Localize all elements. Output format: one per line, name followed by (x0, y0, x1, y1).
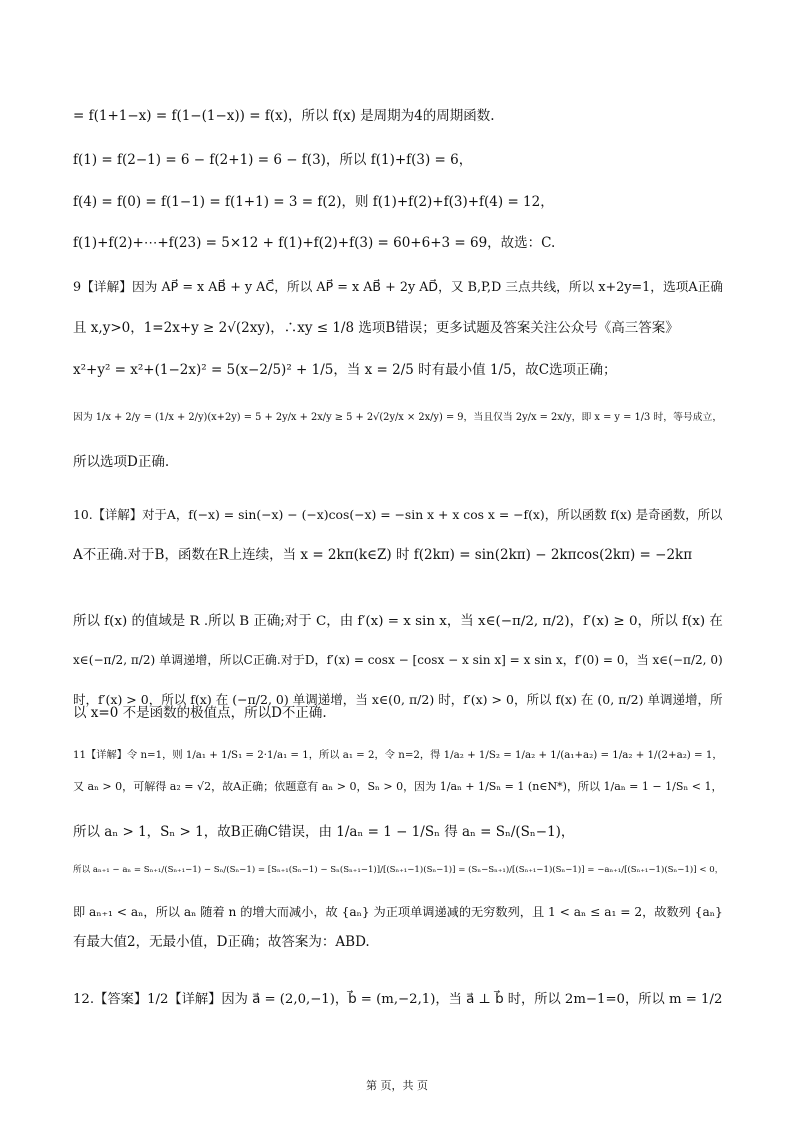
text-line: x²+y² = x²+(1−2x)² = 5(x−2/5)² + 1/5，当 x = 2/5 时有最小值 1/5，故C选项正确； (73, 362, 617, 378)
text-line: 因为 1/x + 2/y = (1/x + 2/y)(x+2y) = 5 + 2y/x + 2x/y ≥ 5 + 2√(2y/x × 2x/y) = 9，当且仅当 2y/x = 2x/y，即 x = y = 1/3 时，等号成立， (73, 412, 723, 423)
text-line: 所以 f(x) 的值域是 R .所以 B 正确;对于 C，由 f′(x) = x sin x，当 x∈(−π/2, π/2)，f′(x) ≥ 0，所以 f(x) 在 (73, 614, 723, 629)
text-line: 所以 aₙ₊₁ − aₙ = Sₙ₊₁/(Sₙ₊₁−1) − Sₙ/(Sₙ−1) = [Sₙ₊₁(Sₙ−1) − Sₙ(Sₙ₊₁−1)]/[(Sₙ₊₁−1)(Sₙ−1)] = (Sₙ−Sₙ₊₁)/[(Sₙ₊₁−1)(Sₙ−1)] = −aₙ₊₁/[(Sₙ₊₁−1)(Sₙ−1)] < 0， (73, 865, 723, 875)
text-line: 10.【详解】对于A，f(−x) = sin(−x) − (−x)cos(−x) = −sin x + x cos x = −f(x)，所以函数 f(x) 是奇函数，所以 (73, 507, 723, 522)
page-footer: 第 页，共 页 (366, 1079, 428, 1092)
text-line: 11【详解】令 n=1，则 1/a₁ + 1/S₁ = 2·1/a₁ = 1，所以 a₁ = 2，令 n=2，得 1/a₂ + 1/S₂ = 1/a₂ + 1/(a₁+a₂) = 1/a₂ + 1/(2+a₂) = 1， (73, 749, 723, 761)
text-line: A不正确.对于B，函数在R上连续，当 x = 2kπ(k∈Z) 时 f(2kπ) = sin(2kπ) − 2kπcos(2kπ) = −2kπ (73, 547, 693, 563)
text-line: 有最大值2，无最小值，D正确；故答案为：ABD. (73, 934, 370, 950)
text-line: x∈(−π/2, π/2) 单调递增，所以C正确.对于D，f′(x) = cosx − [cosx − x sin x] = x sin x，f′(0) = 0，当 x∈(−π/2, 0) (73, 653, 723, 667)
text-line: f(4) = f(0) = f(1−1) = f(1+1) = 3 = f(2)，则 f(1)+f(2)+f(3)+f(4) = 12， (73, 194, 554, 210)
text-line: f(1) = f(2−1) = 6 − f(2+1) = 6 − f(3)，所以 f(1)+f(3) = 6， (73, 152, 473, 168)
text-line: 以 x=0 不是函数的极值点，所以D不正确. (73, 705, 327, 721)
text-line: 9【详解】因为 AP⃗ = x AB⃗ + y AC⃗，所以 AP⃗ = x AB⃗ + 2y AD⃗，又 B,P,D 三点共线，所以 x+2y=1，选项A正确 (73, 279, 723, 294)
text-line: 所以选项D正确. (73, 454, 170, 470)
text-line: 时，f′(x) > 0，所以 f(x) 在 (−π/2, 0) 单调递增，当 x∈(0, π/2) 时，f′(x) > 0，所以 f(x) 在 (0, π/2) 单调递增，所 (73, 692, 723, 707)
text-line: 且 x,y>0，1=2x+y ≥ 2√(2xy)，∴xy ≤ 1/8 选项B错误；更多试题及答案关注公众号《高三答案》 (73, 320, 679, 336)
text-line: 12.【答案】1/2【详解】因为 a⃗ = (2,0,−1)，b⃗ = (m,−2,1)，当 a⃗ ⊥ b⃗ 时，所以 2m−1=0，所以 m = 1/2 (73, 992, 723, 1007)
text-line: f(1)+f(2)+⋯+f(23) = 5×12 + f(1)+f(2)+f(3) = 60+6+3 = 69，故选：C. (73, 235, 556, 251)
text-line: 即 aₙ₊₁ < aₙ，所以 aₙ 随着 n 的增大而减小，故 {aₙ} 为正项单调递减的无穷数列，且 1 < aₙ ≤ a₁ = 2，故数列 {aₙ} (73, 905, 723, 919)
text-line: = f(1+1−x) = f(1−(1−x)) = f(x)，所以 f(x) 是周期为4的周期函数. (73, 108, 495, 124)
text-line: 又 aₙ > 0，可解得 a₂ = √2，故A正确；依题意有 aₙ > 0，Sₙ > 0，因为 1/aₙ + 1/Sₙ = 1 (n∈N*)，所以 1/aₙ = 1 − 1/Sₙ < 1， (73, 780, 723, 793)
text-line: 所以 aₙ > 1，Sₙ > 1，故B正确C错误，由 1/aₙ = 1 − 1/Sₙ 得 aₙ = Sₙ/(Sₙ−1)， (73, 824, 575, 840)
